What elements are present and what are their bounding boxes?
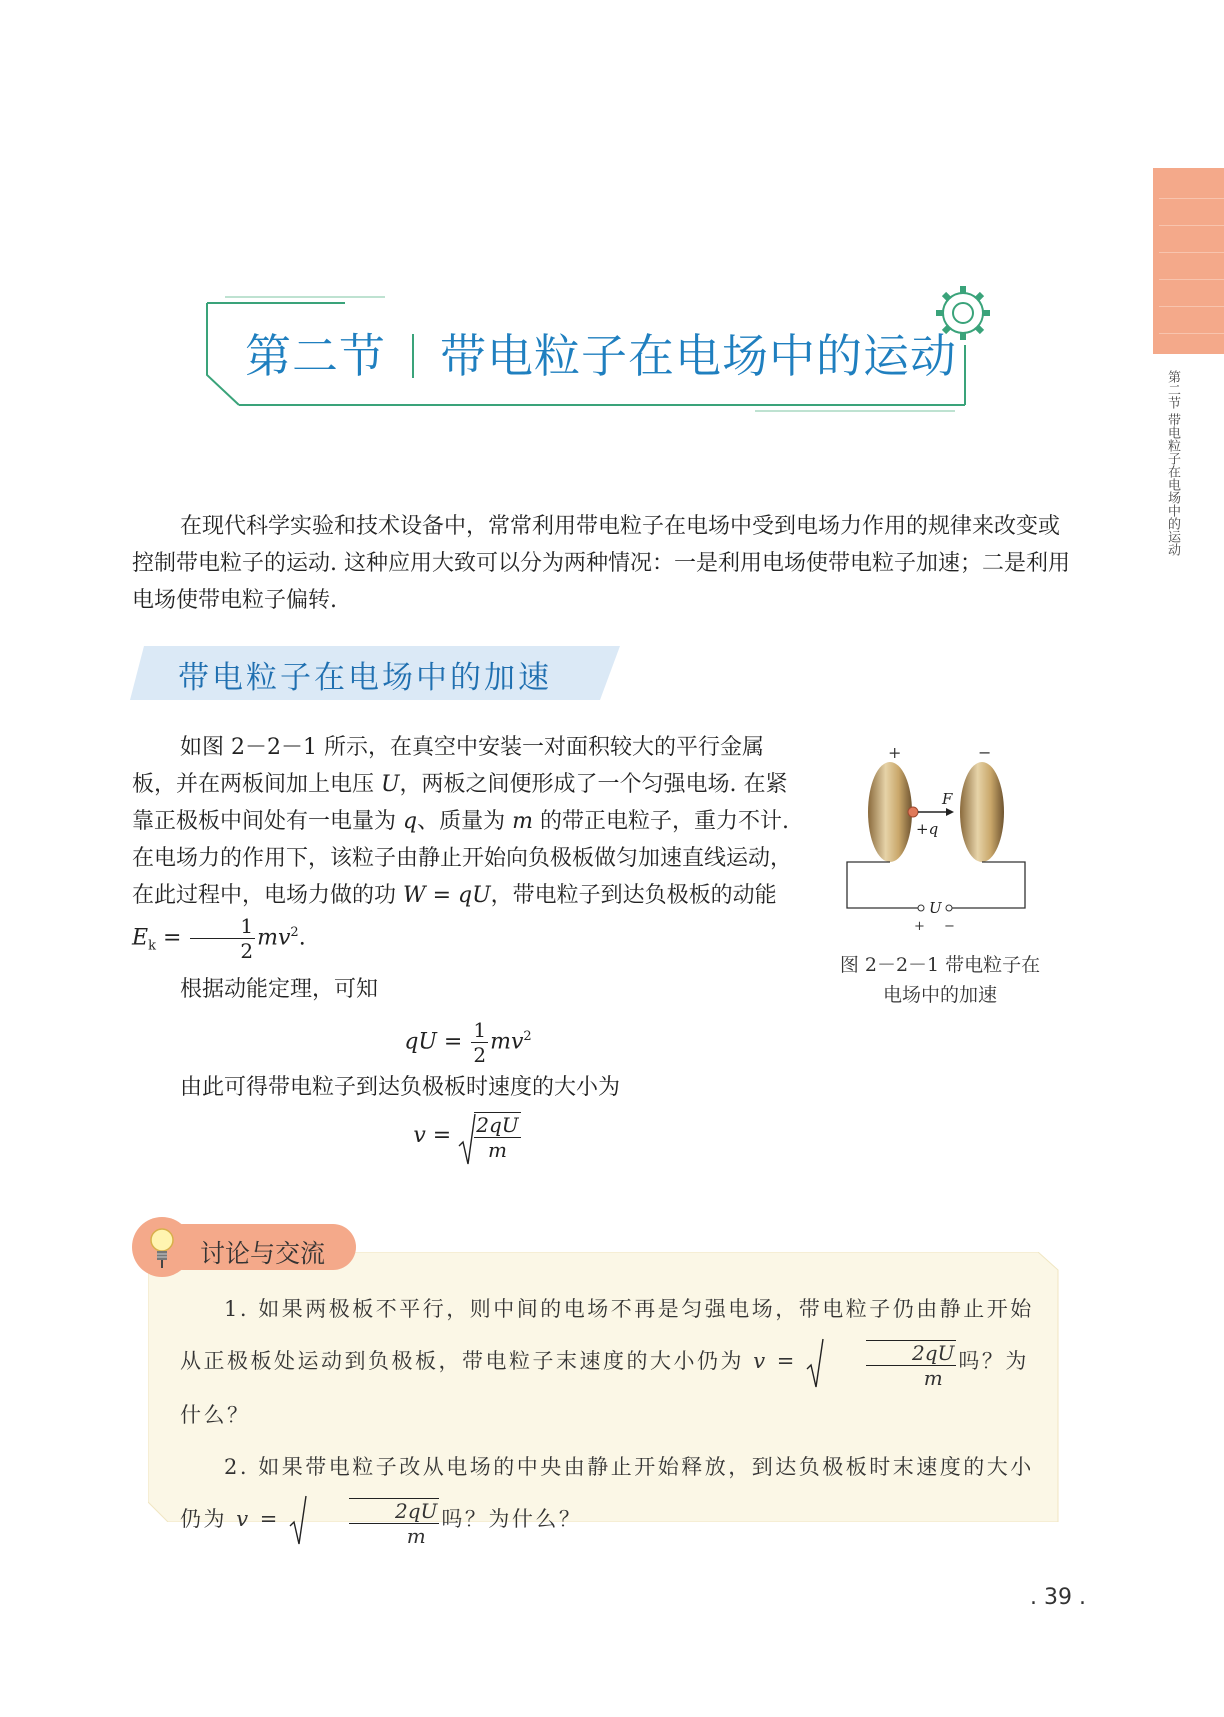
title-separator <box>412 334 414 378</box>
positive-sign: + <box>888 743 902 762</box>
figure-parallel-plates <box>830 738 1050 938</box>
title-section-name: 带电粒子在电场中的运动 <box>440 329 957 383</box>
force-label: F <box>942 790 953 808</box>
svg-text:−: − <box>944 919 955 934</box>
title-section-number: 第二节 <box>245 329 386 383</box>
voltage-label: U <box>929 899 942 917</box>
body-text <box>132 729 804 1160</box>
figure-caption: 图 2－2－1 带电粒子在 电场中的加速 <box>839 954 1041 1006</box>
svg-text:+: + <box>914 919 925 934</box>
negative-plate <box>960 762 1004 862</box>
fraction-half: $\frac{1}{2}$ <box>190 916 255 961</box>
intro-paragraph: 在现代科学实验和技术设备中，常常利用带电粒子在电场中受到电场力作用的规律来改变或控制带电粒子的运动. 这种应用大致可以分为两种情况：一是利用电场使带电粒子加速；二是利用电场使带电粒子偏转. <box>132 514 1070 613</box>
paragraph-2: 根据动能定理，可知 <box>180 976 379 1002</box>
section-heading: 带电粒子在电场中的加速 <box>178 660 552 696</box>
negative-sign: − <box>978 743 992 762</box>
page-number: . 39 . <box>1030 1585 1086 1610</box>
charged-particle <box>908 807 918 817</box>
discussion-text <box>180 1283 1040 1546</box>
wire-left <box>847 862 918 908</box>
charge-label: +q <box>916 820 939 838</box>
page-title <box>245 320 957 386</box>
discussion-item-2: 2. 如果带电粒子改从电场的中央由静止开始释放，到达负极板时末速度的大小仍为 v = $\frac{2qU}{m}$ 吗？为什么？ <box>180 1454 1034 1548</box>
side-tab <box>1153 168 1224 354</box>
wire-right <box>952 862 1025 908</box>
positive-plate <box>868 762 912 862</box>
paragraph-1: 如图 2－2－1 所示，在真空中安装一对面积较大的平行金属板，并在两板间加上电压 U，两板之间便形成了一个匀强电场. 在紧靠正极板中间处有一电量为 q、质量为 m 的带正电粒子，重力不计. 在电场力的作用下，该粒子由静止开始向负极板做匀加速直线运动，在此过程中，电场力做的功 W = qU，带电粒子到达负极板的动能 $E_k$ = $\frac{1}{2}$ $mv^2$. <box>132 735 793 963</box>
side-tab-label: 第二节 带电粒子在电场中的运动 <box>1165 370 1180 557</box>
equation-velocity: v = $\frac{2qU}{m}$ <box>413 1112 519 1162</box>
discussion-title: 讨论与交流 <box>200 1239 326 1268</box>
discussion-item-1: 1. 如果两极板不平行，则中间的电场不再是匀强电场，带电粒子仍由静止开始从正极板处运动到负极板，带电粒子末速度的大小仍为 v = $\frac{2qU}{m}$ 吗？为什么？ <box>180 1297 1034 1427</box>
equation-energy: qU = $\frac{1}{2}$ $mv^2$ <box>404 1017 532 1067</box>
paragraph-3: 由此可得带电粒子到达负极板时速度的大小为 <box>180 1074 621 1100</box>
